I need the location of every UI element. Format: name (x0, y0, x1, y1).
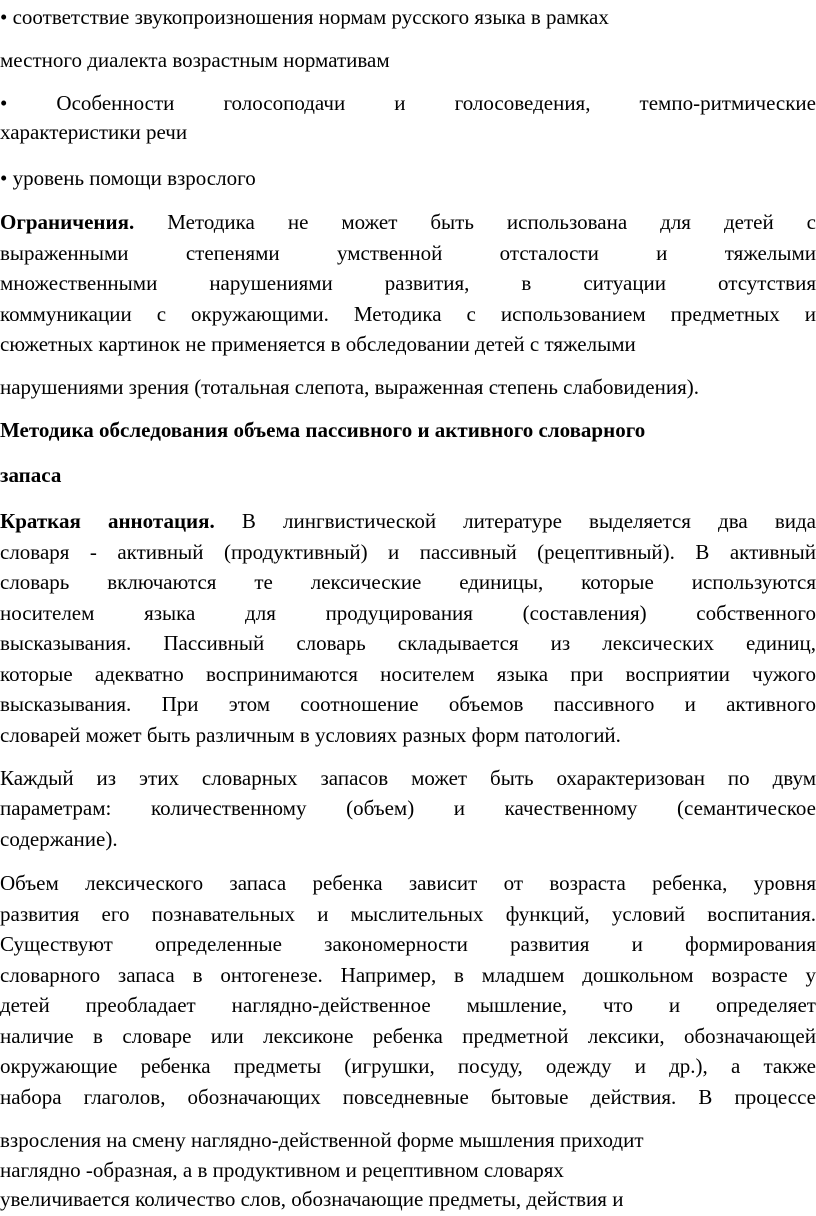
paragraph-3-line-1: Объем лексического запаса ребенка зависит от возраста ребенка, уровня (0, 871, 816, 895)
bullet-item-pronunciation-line-1: • соответствие звукопроизношения нормам русского языка в рамках (0, 5, 609, 29)
annotation-line-4: носителем языка для продуцирования (составления) собственного (0, 601, 816, 625)
paragraph-2-line-2: параметрам: количественному (объем) и качественному (семантическое (0, 796, 816, 820)
limitations-line-4: коммуникации с окружающими. Методика с использованием предметных и (0, 302, 816, 326)
annotation-line-6: которые адекватно воспринимаются носителем языка при восприятии чужого (0, 662, 816, 686)
annotation-line-7: высказывания. При этом соотношение объемов пассивного и активного (0, 692, 816, 716)
annotation-line-1 (0, 506, 816, 536)
paragraph-4-line-2: наглядно -образная, а в продуктивном и рецептивном словарях (0, 1158, 564, 1182)
limitations-line-2: выраженными степенями умственной отсталости и тяжелыми (0, 241, 816, 265)
paragraph-2-line-1: Каждый из этих словарных запасов может быть охарактеризован по двум (0, 766, 816, 790)
bullet-item-voice-line-1: • Особенности голосоподачи и голосоведения, темпо-ритмические (0, 91, 816, 115)
paragraph-2-line-3: содержание). (0, 827, 118, 851)
annotation-line-8: словарей может быть различным в условиях разных форм патологий. (0, 723, 621, 747)
annotation-label: Краткая аннотация. (0, 509, 215, 533)
paragraph-3-line-4: словарного запаса в онтогенезе. Например, в младшем дошкольном возрасте у (0, 963, 816, 987)
paragraph-4-line-3: увеличивается количество слов, обозначающие предметы, действия и (0, 1187, 624, 1211)
section-heading-line-1: Методика обследования объема пассивного и активного словарного (0, 418, 646, 442)
bullet-item-pronunciation-line-2: местного диалекта возрастным нормативам (0, 48, 390, 72)
annotation-line-1-text: В лингвистической литературе выделяется два вида (214, 509, 816, 533)
limitations-line-1-text: Методика не может быть использована для детей с (134, 210, 816, 234)
paragraph-3-line-5: детей преобладает наглядно-действенное мышление, что и определяет (0, 993, 816, 1017)
paragraph-3-line-7: окружающие ребенка предметы (игрушки, посуду, одежду и др.), а также (0, 1054, 816, 1078)
section-heading-line-2: запаса (0, 463, 62, 487)
annotation-line-5: высказывания. Пассивный словарь складывается из лексических единиц, (0, 631, 816, 655)
limitations-line-5: сюжетных картинок не применяется в обследовании детей с тяжелыми (0, 332, 636, 356)
bullet-item-voice-line-2: характеристики речи (0, 120, 188, 144)
bullet-item-adult-help: • уровень помощи взрослого (0, 166, 256, 190)
annotation-line-3: словарь включаются те лексические единицы, которые используются (0, 570, 816, 594)
paragraph-3-line-2: развития его познавательных и мыслительных функций, условий воспитания. (0, 902, 816, 926)
annotation-line-2: словаря - активный (продуктивный) и пассивный (рецептивный). В активный (0, 540, 816, 564)
limitations-line-3: множественными нарушениями развития, в ситуации отсутствия (0, 271, 816, 295)
paragraph-3-line-8: набора глаголов, обозначающих повседневные бытовые действия. В процессе (0, 1085, 816, 1109)
limitations-label: Ограничения. (0, 210, 135, 234)
paragraph-3-line-3: Существуют определенные закономерности развития и формирования (0, 932, 816, 956)
paragraph-3-line-6: наличие в словаре или лексиконе ребенка предметной лексики, обозначающей (0, 1024, 816, 1048)
limitations-line-6: нарушениями зрения (тотальная слепота, выраженная степень слабовидения). (0, 375, 699, 399)
paragraph-4-line-1: взросления на смену наглядно-действенной форме мышления приходит (0, 1128, 644, 1152)
limitations-line-1 (0, 207, 816, 237)
